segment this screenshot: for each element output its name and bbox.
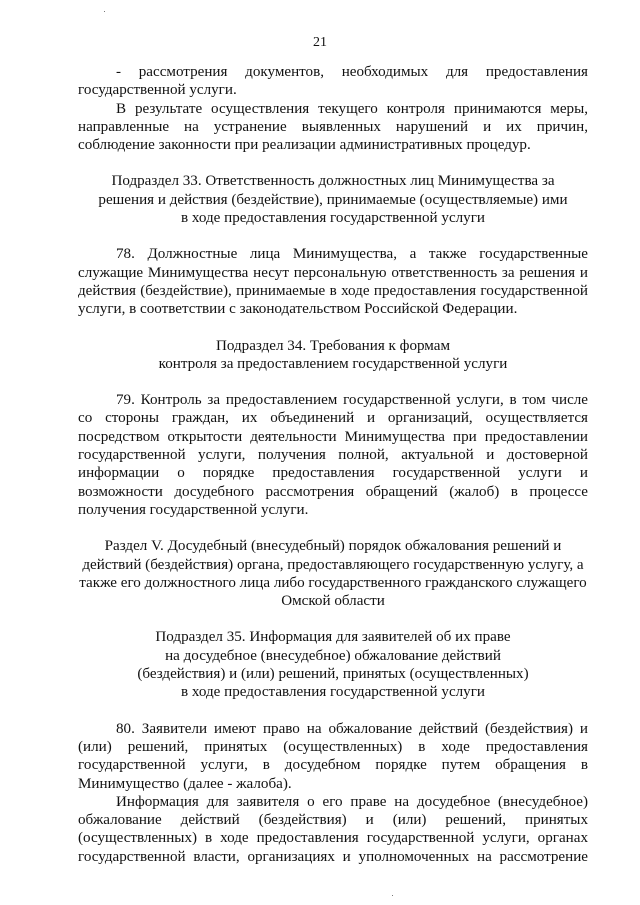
- section-v-heading-line-3: также его должностного лица либо государственного гражданского служащего: [79, 574, 587, 591]
- paragraph-list-item-rest: государственной услуги.: [78, 82, 237, 99]
- scan-speck: [104, 11, 105, 12]
- paragraph-current-control: В результате осуществления текущего контроля принимаются меры, направленные на устранение выявленных нарушений и их причин, соблюдение законности при реализации административных процедур.: [78, 100, 588, 154]
- subsection-35-heading-line-2: на досудебное (внесудебное) обжалование действий: [165, 647, 501, 664]
- subsection-33-heading-line-3: в ходе предоставления государственной услуги: [180, 210, 485, 227]
- subsection-33-heading-line-1: Подраздел 33. Ответственность должностных лиц Минимущества за: [111, 173, 555, 190]
- subsection-34-heading-line-2: контроля за предоставлением государственной услуги: [158, 355, 508, 372]
- section-v-heading-line-2: действий (бездействия) органа, предоставляющего государственную услугу, а: [82, 556, 584, 573]
- subsection-34-heading-line-1: Подраздел 34. Требования к формам: [215, 337, 451, 354]
- paragraph-78: 78. Должностные лица Минимущества, а также государственные служащие Минимущества несут персональную ответственность за решения и действия (бездействие), принимаемые в ходе предоставления государственной услуги, в соответствии с законодательством Российской Федерации.: [78, 246, 588, 318]
- section-v-heading-line-4: Омской области: [281, 593, 385, 610]
- scan-speck: [392, 895, 393, 896]
- section-v-heading-line-1: Раздел V. Досудебный (внесудебный) порядок обжалования решений и: [104, 538, 562, 555]
- paragraph-80: 80. Заявители имеют право на обжалование действий (бездействия) и (или) решений, принятых (осуществленных) в ходе предоставления государственной услуги, в досудебном порядке путем обращения в Минимущество (далее - жалоба).: [78, 720, 588, 792]
- paragraph-list-item-first-line: - рассмотрения документов, необходимых для предоставления: [116, 64, 588, 80]
- document-body: [78, 63, 588, 866]
- subsection-35-heading-line-3: (бездействия) и (или) решений, принятых (осуществленных): [137, 666, 529, 683]
- page-number: 21: [313, 35, 327, 50]
- subsection-35-heading-line-4: в ходе предоставления государственной услуги: [180, 684, 485, 701]
- subsection-33-heading-line-2: решения и действия (бездействие), принимаемые (осуществляемые) ими: [98, 191, 568, 208]
- subsection-35-heading-line-1: Подраздел 35. Информация для заявителей об их праве: [155, 629, 511, 646]
- paragraph-appeal-information: Информация для заявителя о его праве на досудебное (внесудебное) обжалование действий (бездействия) и (или) решений, принятых (осуществленных) в ходе предоставления государственной услуги, органах государственной власти, организациях и уполномоченных на рассмотрение: [78, 793, 588, 865]
- paragraph-79: 79. Контроль за предоставлением государственной услуги, в том числе со стороны граждан, их объединений и организаций, осуществляется посредством открытости деятельности Минимущества при предоставлении государственной услуги, получения полной, актуальной и достоверной информации о порядке предоставления государственной услуги и возможности досудебного рассмотрения обращений (жалоб) в процессе получения государственной услуги.: [78, 392, 588, 518]
